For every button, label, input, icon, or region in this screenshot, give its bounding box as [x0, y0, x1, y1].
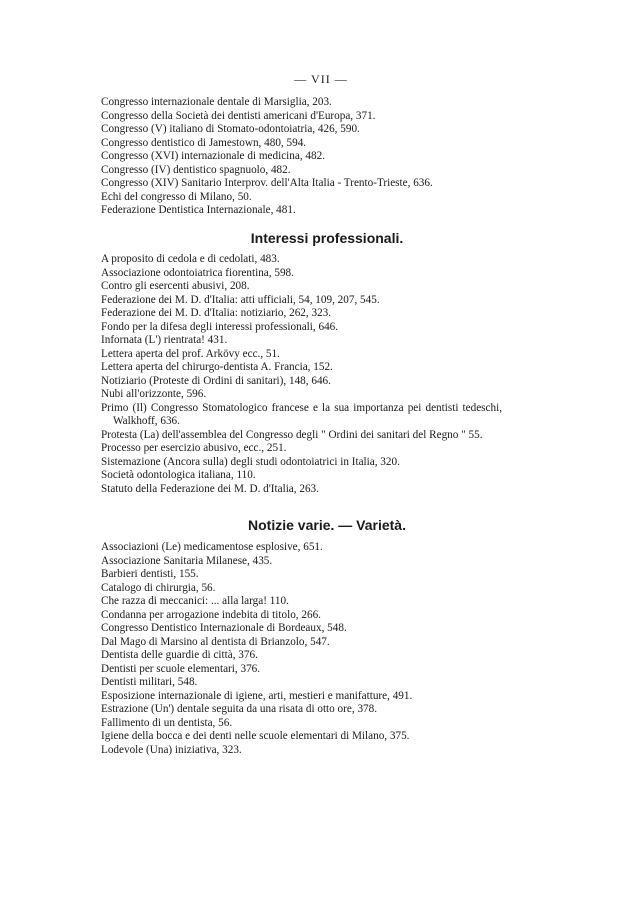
- index-entry: Lodevole (Una) iniziativa, 323.: [101, 743, 242, 756]
- index-entry: Congresso Dentistico Internazionale di Bordeaux, 548.: [101, 622, 347, 634]
- index-entry: Che razza di meccanici: ... alla larga! 110.: [101, 595, 289, 607]
- index-entry: Congresso (V) italiano di Stomato-odontoiatria, 426, 590.: [101, 123, 360, 135]
- index-entry: Condanna per arrogazione indebita di titolo, 266.: [101, 608, 321, 621]
- index-entry: Sistemazione (Ancora sulla) degli studi odontoiatrici in Italia, 320.: [101, 455, 400, 468]
- index-entry: Federazione Dentistica Internazionale, 481.: [101, 204, 296, 216]
- index-entry: Associazione Sanitaria Milanese, 435.: [101, 554, 273, 567]
- professional-entries: [101, 253, 501, 496]
- index-entry: Lettera aperta del chirurgo-dentista A. Francia, 152.: [101, 361, 333, 373]
- index-entry: Catalogo di chirurgia, 56.: [101, 581, 216, 594]
- index-entry: Congresso internazionale dentale di Marsiglia, 203.: [101, 96, 332, 108]
- index-entry: Esposizione internazionale di igiene, arti, mestieri e manifatture, 491.: [101, 689, 413, 702]
- index-entry: Congresso della Società dei dentisti americani d'Europa, 371.: [101, 109, 376, 122]
- index-entry: Protesta (La) dell'assemblea del Congresso degli " Ordini dei sanitari del Regno " 55.: [101, 428, 483, 441]
- index-entry: Estrazione (Un') dentale seguita da una risata di otto ore, 378.: [101, 703, 378, 715]
- index-entry: Primo (Il) Congresso Stomatologico francese e la sua importanza pei dentisti tedeschi, Walkhoff, 636.: [101, 401, 502, 427]
- index-entry: Processo per esercizio abusivo, ecc., 251.: [101, 442, 287, 454]
- index-entry: Fallimento di un dentista, 56.: [101, 716, 233, 729]
- congress-entries: [101, 96, 501, 218]
- index-entry: Notiziario (Proteste di Ordini di sanitari), 148, 646.: [101, 374, 331, 387]
- index-entry: Dentista delle guardie di città, 376.: [101, 649, 258, 661]
- index-entry: Infornata (L') rientrata! 431.: [101, 334, 228, 346]
- news-entries: [101, 541, 501, 757]
- index-entry: Lettera aperta del prof. Arkövy ecc., 51.: [101, 347, 280, 360]
- index-entry: Igiene della bocca e dei denti nelle scuole elementari di Milano, 375.: [101, 730, 410, 742]
- index-entry: Congresso (XIV) Sanitario Interprov. dell'Alta Italia - Trento-Trieste, 636.: [101, 177, 433, 189]
- index-entry: Barbieri dentisti, 155.: [101, 568, 199, 580]
- index-entry: Contro gli esercenti abusivi, 208.: [101, 280, 250, 292]
- index-entry: Federazione dei M. D. d'Italia: notiziario, 262, 323.: [101, 307, 332, 319]
- index-entry: Dentisti per scuole elementari, 376.: [101, 662, 261, 675]
- index-entry: Federazione dei M. D. d'Italia: atti ufficiali, 54, 109, 207, 545.: [101, 293, 380, 306]
- section-heading-professional: Interessi professionali.: [250, 230, 404, 246]
- index-entry: Associazioni (Le) medicamentose esplosive, 651.: [101, 541, 323, 553]
- index-entry: Dentisti militari, 548.: [101, 676, 198, 688]
- index-entry: Società odontologica italiana, 110.: [101, 469, 256, 481]
- index-entry: Statuto della Federazione dei M. D. d'Italia, 263.: [101, 482, 319, 495]
- page-number: — VII —: [294, 72, 348, 86]
- index-entry: Congresso (IV) dentistico spagnuolo, 482.: [101, 163, 291, 176]
- section-heading-news: Notizie varie. — Varietà.: [248, 517, 406, 533]
- index-entry: A proposito di cedola e di cedolati, 483.: [101, 253, 280, 265]
- index-entry: Echi del congresso di Milano, 50.: [101, 190, 252, 203]
- index-entry: Congresso dentistico di Jamestown, 480, 594.: [101, 136, 307, 149]
- index-entry: Dal Mago di Marsino al dentista di Brianzolo, 547.: [101, 635, 330, 648]
- index-entry: Congresso (XVI) internazionale di medicina, 482.: [101, 150, 325, 162]
- index-entry: Fondo per la difesa degli interessi professionali, 646.: [101, 320, 339, 333]
- index-entry: Nubi all'orizzonte, 596.: [101, 388, 207, 400]
- index-entry: Associazione odontoiatrica fiorentina, 598.: [101, 266, 294, 279]
